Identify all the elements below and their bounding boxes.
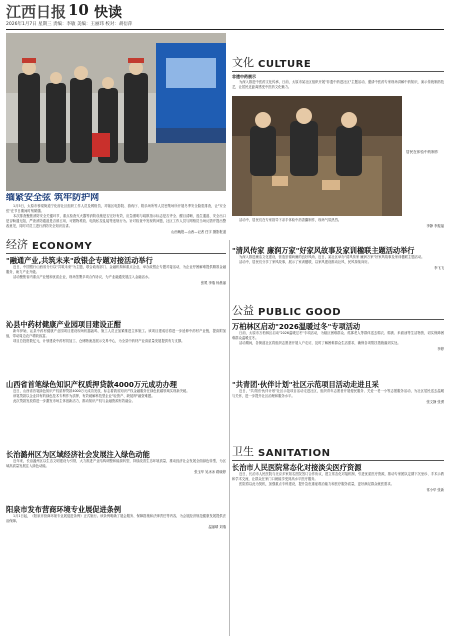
masthead-meta: 2026年1月7日 星期三 责编：李敏 美编：王丽玮 校对：胡衍萍 <box>6 22 133 27</box>
sanitation-story-paragraph: 医院将以此为契机，加强重点专科建设，提升急危重症救治能力和医疗服务质量，更好满足群众就医需求。 <box>239 482 394 486</box>
economy-story <box>6 380 226 448</box>
sanitation-rule <box>232 460 444 461</box>
top-story <box>6 193 226 237</box>
public-header <box>232 306 341 318</box>
economy-story-byline: 温丽晴 刘瑞 <box>208 525 226 529</box>
economy-story-paragraph: 项目总投资数亿元，计划建设中药材初加工、仓储物流及展示交易中心，为全县中药材产业高质量发展提供有力支撑。 <box>13 339 185 343</box>
economy-lead-byline: 张冕 李瑞 杨晨丽 <box>200 281 226 285</box>
page-section-title: 快读 <box>94 5 122 21</box>
sanitation-header-cn: 卫生 <box>232 445 254 458</box>
public-story-byline: 李婷 <box>437 347 444 351</box>
top-story-paragraph: 本次排查聚焦消防安全关键环节，重点检查灭火器等消防设施是否完好有效，应急照明与疏散指示标志是否齐全、醒目清晰，逃生通道、安全出口是否畅通无阻，严查消防通道是否被占用，可燃物堆放、电线私拉乱接等违规行为。针对检查中发现的问题，社区工作人员与网格员当场反馈并提出整改意见，同时对员工进行消防安全知识宣讲。 <box>6 214 226 228</box>
economy-story-paragraph: 近日，山西省首笔绿色知识产权质押贷款4000万元成功发放，标志着我省知识产权金融服务在绿色低碳领域实现新突破。 <box>13 389 190 393</box>
culture-story-paragraph: 活动中，居民们分享了家风故事，展示了家训楹联，以家风建设推动社风、民风持续向好。 <box>239 260 371 264</box>
economy-story-paragraph: 新年伊始，沁县中药材健康产业园项目建设现场机器轰鸣，施工人员正加紧推进主体施工。该项目建成后将进一步延伸中药材产业链，提高附加值，带动周边农户增收致富。 <box>6 329 226 338</box>
sanitation-story-byline: 常小华 张新 <box>426 488 444 492</box>
culture-header-cn: 文化 <box>232 56 254 69</box>
public-story-paragraph: 近日，"共青团·伙伴计划"社区示范项目活动走进社区，组织青年志愿者开展便民服务、关爱一老一小等志愿服务活动，为社区居民送去温暖与关怀，进一步提升社区治理和服务水平。 <box>232 389 444 398</box>
public-story <box>232 322 444 378</box>
public-header-cn: 公益 <box>232 304 254 317</box>
culture-story-title: "清风传家 廉润万家"好家风故事及家训楹联主题活动举行 <box>232 246 415 255</box>
economy-story-title: 长治潞州区为区域经济社会发展注入绿色动能 <box>6 450 150 459</box>
economy-lead-paragraph: 活动聚焦省内重点产业链和优质企业，现场签署多项合作协议，为产业融通发展注入金融活水。 <box>13 275 152 279</box>
public-story-title: 万柏林区启动"2026温暖过冬"专项活动 <box>232 322 361 331</box>
sanitation-story-title: 长治市人民医院常态化对接淡尖医疗资源 <box>232 463 362 472</box>
economy-header <box>6 240 92 252</box>
top-story-title: 缅紧安全弦 筑牢防护网 <box>6 193 100 203</box>
economy-header-en: ECONOMY <box>32 241 93 252</box>
sanitation-story-paragraph: 近日，长治市人民医院与北京多家知名医院签订合作协议，建立常态化对接机制，引进优质医疗资源，推动专家团队定期下沉坐诊、手术示教和学术交流，让群众在家门口就能享受到高水平医疗服务。 <box>232 472 444 481</box>
public-header-en: PUBLIC GOOD <box>258 307 341 318</box>
culture-photo-caption <box>406 150 444 174</box>
economy-story <box>6 450 226 502</box>
public-rule <box>232 319 444 320</box>
top-story-byline: 山西晚报—山西—记者 任宇 摄影报道 <box>171 230 226 234</box>
masthead-rule <box>6 29 444 30</box>
culture-intro-byline: 李静 李振福 <box>426 224 444 228</box>
public-story-title: "共青团·伙伴计划"社区示范项目活动走进且采 <box>232 380 379 389</box>
economy-story-paragraph: 此次贷款发放将进一步激发市场主体创新活力，推动知识产权与金融资源有效融合。 <box>13 399 135 403</box>
sanitation-header <box>232 447 330 459</box>
economy-rule <box>6 253 226 254</box>
masthead <box>0 0 450 30</box>
newspaper-logo: 江西日报 <box>6 3 67 21</box>
culture-intro-paragraph: 活动中，居民们在专家指导下亲手体验中药香囊制作，现场气氛热烈。 <box>239 218 342 222</box>
economy-story-byline: 张玉华 吴冰冰 路晓婷 <box>194 470 226 474</box>
sanitation-header-en: SANITATION <box>258 448 331 459</box>
culture-intro-continued <box>232 218 444 242</box>
economy-story-paragraph: 1月1日起，《阳泉市营商环境专业展促进条例》正式施行。该条例明确了展会服务、保障措施和法律责任等内容，为会展经济规范健康发展提供法治保障。 <box>6 514 226 523</box>
culture-story-byline: 李飞飞 <box>434 266 444 270</box>
culture-intro-block <box>232 74 444 94</box>
economy-story-paragraph: 该笔贷款以企业持有的绿色技术专利作为质押，有效破解科技型企业"轻资产、缺抵押"融资难题。 <box>13 394 155 398</box>
culture-intro-title: 非遗中药展示 <box>232 74 256 79</box>
economy-story-title: 山西省首笔绿色知识产权质押贷款4000万元成功办理 <box>6 380 177 389</box>
culture-photo-caption-text: 居民在体验中药制作 <box>406 150 439 154</box>
public-story-byline: 张文静 张勇 <box>426 400 444 404</box>
culture-rule <box>232 71 444 72</box>
culture-story <box>232 246 444 302</box>
culture-story-paragraph: 为深入推进廉洁文化建设，营造崇德尚廉的良好风尚，近日，某社区举办"清风传家 廉润万家"好家风故事及家训楹联主题活动。 <box>239 255 425 259</box>
public-story <box>232 380 444 440</box>
top-story-paragraph: 1月5日，太原市桥梁街道宁化府社区组织工作人员及网格员，对辖区电影院、游戏厅、娱乐场所等人员密集场所开展冬季安全隐患排查，让"安全弦"在节日期间时刻紧绷。 <box>6 204 226 213</box>
economy-lead-title: "融通产业,共筑未来"政银企专题对接活动举行 <box>6 256 153 265</box>
economy-story <box>6 320 226 378</box>
economy-lead-paragraph: 近日，中国银行山西省分行以"共筑未来"为主题，联合政府部门、金融机构和重点企业，举办政银企专题对接活动，为企业纾困解难提供精准金融服务，助力产业升级。 <box>6 265 226 274</box>
culture-photo <box>232 96 402 216</box>
culture-header <box>232 58 311 70</box>
economy-story-title: 沁县中药材健康产业园项目建设正酣 <box>6 320 122 329</box>
sanitation-story <box>232 463 444 635</box>
public-story-paragraph: 活动期间，各街道社区将组织志愿者开展入户走访，及时了解困难群众生活需求，确保各项帮扶措施落到实处。 <box>239 341 401 345</box>
economy-lead <box>6 256 226 318</box>
economy-story-paragraph: 近年来，长治潞州区以生态文明建设为引领，大力推进产业结构调整和能源转型，持续改善生态环境质量，推动经济社会发展全面绿色转型，为区域高质量发展注入绿色动能。 <box>6 459 226 468</box>
page-number: 10 <box>68 1 89 19</box>
column-divider <box>229 240 230 636</box>
culture-header-en: CULTURE <box>258 59 312 70</box>
economy-header-cn: 经济 <box>6 238 28 251</box>
economy-story <box>6 505 226 635</box>
culture-intro-paragraph: 为深入推进中医药文化传承，日前，太原市某社区组织开展"非遗中药进社区"主题活动，邀请中医药专家现场讲解中药知识，演示传统制药技艺，让居民近距离感受中医药文化魅力。 <box>232 80 444 89</box>
public-story-paragraph: 日前，太原市万柏林区启动"2026温暖过冬"专项活动，为辖区困难群众、孤寡老人等群体送去棉衣、棉被、米面油等生活物资，切实保障困难群众温暖过冬。 <box>232 331 444 340</box>
lead-photo <box>6 33 226 191</box>
economy-story-title: 阳泉市发布营商环境专业展促进条例 <box>6 505 122 514</box>
